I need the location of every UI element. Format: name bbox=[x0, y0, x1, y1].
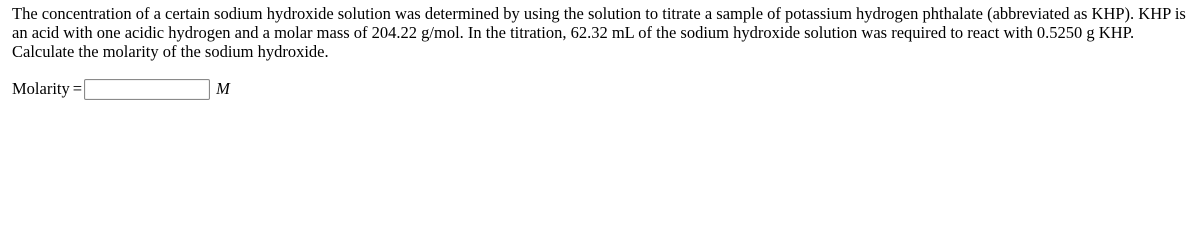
molarity-unit: M bbox=[216, 79, 230, 98]
molarity-input[interactable] bbox=[84, 79, 210, 100]
problem-statement: The concentration of a certain sodium hydroxide solution was determined by using the solution to titrate a sample of potassium hydrogen phthalate (abbreviated as KHP). KHP is an acid with one acidic hydrogen and a molar mass of 204.22 g/mol. In the titration, 62.32 mL of the sodium hydroxide solution was required to react with 0.5250 g KHP. Calculate the molarity of the sodium hydroxide. bbox=[12, 4, 1186, 61]
answer-row bbox=[12, 78, 230, 100]
equals-sign: = bbox=[72, 79, 83, 98]
molarity-label: Molarity bbox=[12, 79, 70, 98]
